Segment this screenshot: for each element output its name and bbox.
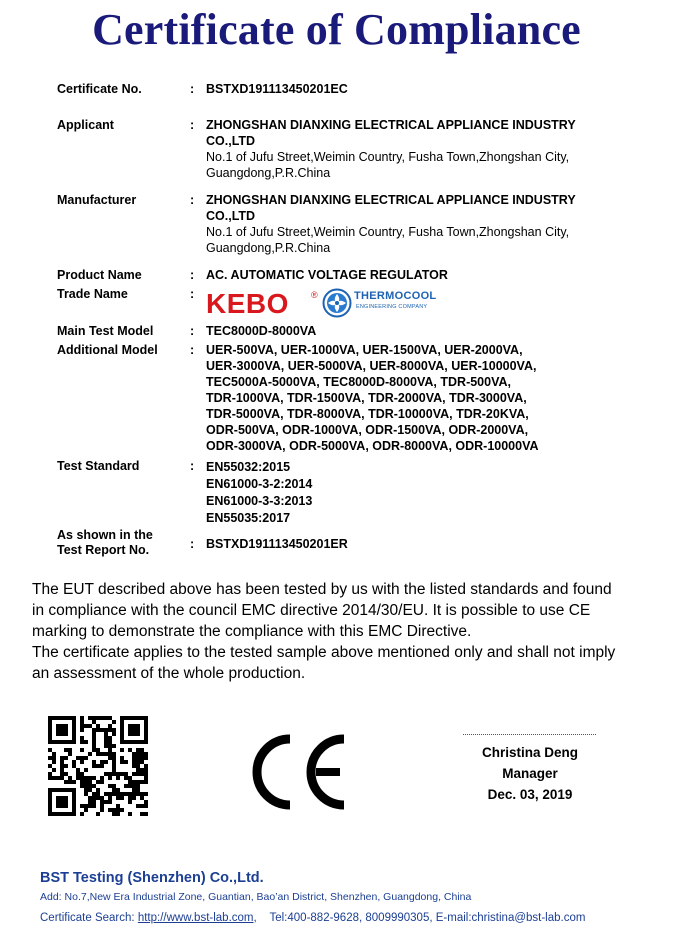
statement-line: marking to demonstrate the compliance with this EMC Directive. (32, 623, 472, 640)
additional-model-line: UER-3000VA, UER-5000VA, UER-8000VA, UER-10000VA, (206, 359, 537, 373)
test-standard-item: EN55032:2015 (206, 460, 291, 474)
colon: : (190, 82, 195, 96)
manufacturer-name-line1: ZHONGSHAN DIANXING ELECTRICAL APPLIANCE INDUSTRY (206, 193, 576, 207)
footer-certificate-search (40, 912, 585, 924)
additional-model-line: UER-500VA, UER-1000VA, UER-1500VA, UER-2000VA, (206, 343, 523, 357)
statement-line: The EUT described above has been tested by us with the listed standards and found (32, 581, 612, 598)
statement-paragraph (32, 579, 647, 684)
additional-model-line: ODR-3000VA, ODR-5000VA, ODR-8000VA, ODR-10000VA (206, 439, 539, 453)
thermocool-wordmark: THERMOCOOL (354, 290, 437, 302)
signature-date: Dec. 03, 2019 (487, 787, 573, 802)
manufacturer-label: Manufacturer (57, 193, 137, 207)
additional-model-list (206, 342, 631, 454)
applicant-label: Applicant (57, 118, 114, 132)
manufacturer-name-line2: CO.,LTD (206, 209, 256, 223)
certificate-no-label: Certificate No. (57, 82, 142, 96)
test-standard-item: EN61000-3-2:2014 (206, 477, 313, 491)
product-name-value: AC. AUTOMATIC VOLTAGE REGULATOR (206, 268, 448, 282)
search-url-link[interactable]: http://www.bst-lab.com (137, 912, 254, 924)
test-report-label (57, 528, 195, 558)
statement-line: in compliance with the council EMC directive 2014/30/EU. It is possible to use CE (32, 602, 591, 619)
test-report-value: BSTXD191113450201ER (206, 537, 348, 551)
additional-model-line: TEC5000A-5000VA, TEC8000D-8000VA, TDR-500VA, (206, 375, 511, 389)
test-report-label-line2: Test Report No. (57, 543, 150, 557)
statement-line: an assessment of the whole production. (32, 665, 306, 682)
test-report-label-line1: As shown in the (57, 528, 153, 542)
applicant-address-line2: Guangdong,P.R.China (206, 166, 331, 180)
applicant-value (206, 117, 631, 181)
additional-model-line: TDR-1000VA, TDR-1500VA, TDR-2000VA, TDR-3000VA, (206, 391, 527, 405)
trade-name-label: Trade Name (57, 287, 128, 301)
colon: : (190, 343, 195, 357)
main-test-model-value: TEC8000D-8000VA (206, 324, 317, 338)
product-name-label: Product Name (57, 268, 142, 282)
ce-mark-icon (244, 733, 350, 811)
test-standard-item: EN55035:2017 (206, 511, 291, 525)
colon: : (190, 537, 195, 551)
applicant-name-line1: ZHONGSHAN DIANXING ELECTRICAL APPLIANCE INDUSTRY (206, 118, 576, 132)
footer-company: BST Testing (Shenzhen) Co.,Ltd. (40, 870, 264, 886)
footer-contact: Tel:400-882-9628, 8009990305, E-mail:christina@bst-lab.com (269, 912, 586, 924)
qr-code-icon (48, 716, 148, 816)
thermocool-subtitle: ENGINEERING COMPANY (356, 304, 428, 310)
manufacturer-address-line2: Guangdong,P.R.China (206, 241, 331, 255)
colon: : (190, 268, 195, 282)
colon: : (190, 193, 195, 207)
signatory-title: Manager (502, 766, 558, 781)
signatory-name: Christina Deng (481, 745, 578, 760)
manufacturer-value (206, 192, 631, 256)
certificate-title: Certificate of Compliance (92, 5, 581, 54)
thermocool-logo-icon (322, 288, 352, 318)
colon: : (190, 324, 195, 338)
signature-line (463, 734, 596, 735)
colon: : (190, 287, 195, 301)
test-standard-label: Test Standard (57, 459, 140, 473)
additional-model-label: Additional Model (57, 343, 158, 357)
registered-mark: ® (311, 290, 318, 300)
kebo-logo: KEBO (206, 288, 289, 319)
statement-line: The certificate applies to the tested sample above mentioned only and shall not imply (32, 644, 616, 661)
test-standard-item: EN61000-3-3:2013 (206, 494, 313, 508)
manufacturer-address-line1: No.1 of Jufu Street,Weimin Country, Fusha Town,Zhongshan City, (206, 225, 570, 239)
certificate-no-value: BSTXD191113450201EC (206, 82, 348, 96)
test-standard-list (206, 459, 631, 527)
applicant-address-line1: No.1 of Jufu Street,Weimin Country, Fusha Town,Zhongshan City, (206, 150, 570, 164)
additional-model-line: ODR-500VA, ODR-1000VA, ODR-1500VA, ODR-2000VA, (206, 423, 529, 437)
search-separator: , (253, 912, 257, 924)
footer-address: Add: No.7,New Era Industrial Zone, Guantian, Bao’an District, Shenzhen, Guangdong, China (40, 891, 472, 903)
main-test-model-label: Main Test Model (57, 324, 154, 338)
search-label: Certificate Search: (40, 912, 135, 924)
colon: : (190, 118, 195, 132)
additional-model-line: TDR-5000VA, TDR-8000VA, TDR-10000VA, TDR-20KVA, (206, 407, 529, 421)
colon: : (190, 459, 195, 473)
applicant-name-line2: CO.,LTD (206, 134, 256, 148)
